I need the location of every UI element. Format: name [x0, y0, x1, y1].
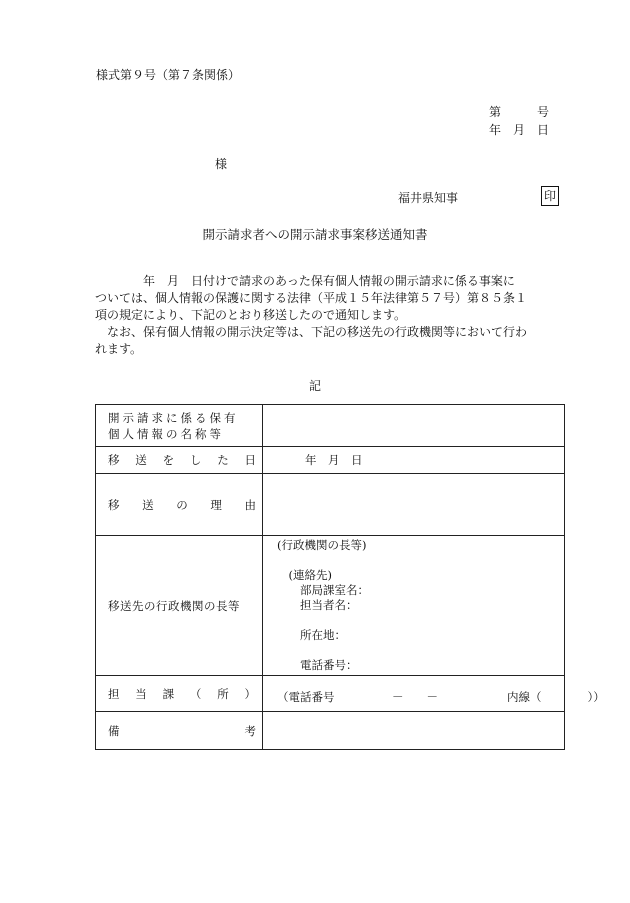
value-transfer-date [263, 447, 565, 474]
value-remarks [263, 712, 565, 750]
table-row [96, 474, 565, 536]
label-char: を [162, 453, 175, 467]
label-char: 担 [108, 686, 120, 701]
destination-details: (行政機関の長等) (連絡先) 部局課室名： 担当者名： 所在地： 電話番号： [277, 538, 369, 672]
label-char: 理 [210, 497, 222, 512]
addressee-honorific: 様 [215, 157, 228, 171]
table-row [96, 447, 565, 474]
label-item-name-text: 開示請求に係る保有 個人情報の名称等 [108, 410, 239, 441]
value-responsible-section [263, 676, 605, 712]
label-transfer-date [96, 447, 263, 474]
label-char: し [189, 453, 202, 467]
seal-stamp: 印 [541, 186, 559, 206]
table-row [96, 536, 565, 676]
ki-heading: 記 [308, 379, 321, 393]
phone-extension-line: （電話番号 － － 内線（ ）） [277, 690, 605, 704]
label-char: 当 [135, 686, 147, 701]
label-char: 移 [108, 453, 120, 467]
document-date: 年 月 日 [489, 123, 550, 137]
label-char: ） [244, 686, 256, 701]
label-char: 備 [108, 723, 120, 738]
transfer-date-text: 年 月 日 [305, 453, 363, 467]
label-char: 送 [142, 497, 154, 512]
document-title: 開示請求者への開示請求事案移送通知書 [202, 227, 428, 242]
label-char: 考 [244, 723, 256, 738]
form-identifier: 様式第９号（第７条関係） [96, 68, 241, 82]
label-destination [96, 536, 263, 676]
document-number: 第 号 [489, 105, 550, 119]
sender-name: 福井県知事 [398, 191, 459, 205]
label-char: 課 [162, 686, 175, 701]
table-row [96, 405, 565, 447]
value-transfer-reason [263, 474, 565, 536]
table-row [96, 712, 565, 750]
value-item-name [263, 405, 565, 447]
label-char: 所 [217, 686, 229, 701]
label-char: 移 [108, 497, 120, 512]
label-char: （ [189, 686, 202, 701]
label-transfer-reason [96, 474, 263, 536]
notice-table [95, 404, 605, 750]
body-paragraph: 年 月 日付けで請求のあった保有個人情報の開示請求に係る事案に ついては、個人情報の保護に関する法律（平成１５年法律第５７号）第８５条１ 項の規定により、下記のとおり移送したので通知します。 なお、保有個人情報の開示決定等は、下記の移送先の行政機関等において行わ れます。 [95, 274, 528, 356]
label-char: た [217, 453, 229, 467]
label-char: の [176, 497, 188, 512]
label-char: 由 [244, 497, 256, 512]
label-item-name [96, 405, 263, 447]
label-remarks [96, 712, 263, 750]
value-destination [263, 536, 565, 676]
table-row [96, 676, 565, 712]
label-destination-text: 移送先の行政機関の長等 [108, 598, 240, 613]
label-char: 送 [135, 453, 147, 467]
label-char: 日 [244, 453, 256, 467]
label-responsible-section [96, 676, 263, 712]
